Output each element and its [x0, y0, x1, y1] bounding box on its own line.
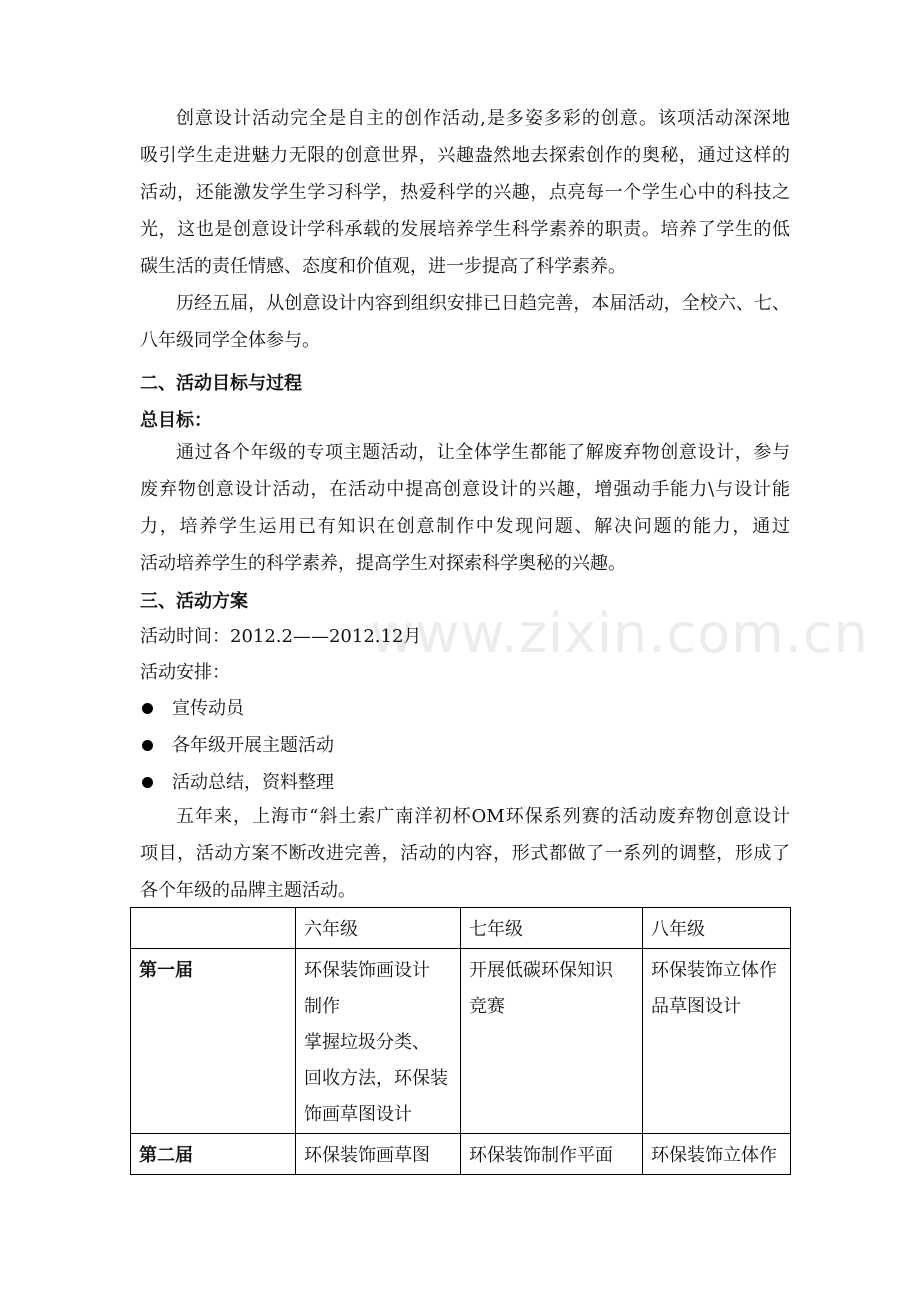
- activity-time: 活动时间：2012.2——2012.12月: [140, 626, 422, 647]
- table-cell: [296, 949, 461, 1134]
- bullet-icon: [142, 703, 153, 714]
- grade-activity-table: [130, 907, 791, 1175]
- list-item-label: 活动总结，资料整理: [172, 772, 334, 793]
- intro-paragraph: [140, 100, 790, 285]
- arrangement-list: [140, 690, 334, 801]
- paragraph-line: 废弃物创意设计活动，在活动中提高创意设计的兴趣，增强动手能力\与设计能: [140, 479, 790, 500]
- paragraph-line: 历经五届，从创意设计内容到组织安排已日趋完善，本届活动，全校六、七、: [176, 293, 790, 314]
- paragraph-line: 创意设计活动完全是自主的创作活动,是多姿多彩的创意。该项活动深深地: [176, 108, 790, 129]
- cell-text: 环保装饰画设计: [304, 960, 430, 981]
- bullet-icon: [142, 777, 153, 788]
- paragraph-line: 活动培养学生的科学素养，提高学生对探索科学奥秘的兴趣。: [140, 553, 626, 574]
- goal-heading: 总目标：: [140, 410, 212, 431]
- list-item-label: 宣传动员: [172, 698, 244, 719]
- activity-arrangement-label: 活动安排：: [140, 662, 230, 683]
- row-label: 第二届: [131, 1134, 296, 1175]
- paragraph-line: 五年来，上海市“斜土索广南洋初杯OM环保系列赛的活动废弃物创意设计: [176, 806, 790, 827]
- row-label: 第一届: [131, 949, 296, 1134]
- cell-text: 竞赛: [469, 996, 505, 1017]
- list-item-label: 各年级开展主题活动: [172, 735, 334, 756]
- cell-text: 环保装饰立体作: [651, 1145, 777, 1166]
- summary-paragraph: [140, 798, 790, 909]
- cell-text: 回收方法，环保装: [304, 1068, 448, 1089]
- table-cell: [643, 1134, 791, 1175]
- section-heading-plan: 三、活动方案: [140, 591, 248, 612]
- paragraph-line: 各个年级的品牌主题活动。: [140, 880, 356, 901]
- paragraph-line: 吸引学生走进魅力无限的创意世界，兴趣盎然地去探索创作的奥秘，通过这样的: [140, 145, 790, 166]
- paragraph-line: 项目，活动方案不断改进完善，活动的内容，形式都做了一系列的调整，形成了: [140, 843, 790, 864]
- goal-paragraph: [140, 434, 790, 582]
- table-cell: [296, 1134, 461, 1175]
- history-paragraph: [140, 285, 790, 359]
- cell-text: 掌握垃圾分类、: [304, 1032, 430, 1053]
- table-header-cell: [131, 908, 296, 949]
- watermark: www.zixin.com.cn: [370, 602, 869, 665]
- cell-text: 环保装饰制作平面: [469, 1145, 613, 1166]
- cell-text: 开展低碳环保知识: [469, 960, 613, 981]
- cell-text: 制作: [304, 996, 340, 1017]
- table-row: [131, 1134, 791, 1175]
- cell-text: 环保装饰画草图: [304, 1145, 430, 1166]
- table-header-cell: 八年级: [643, 908, 791, 949]
- paragraph-line: 光，这也是创意设计学科承载的发展培养学生科学素养的职责。培养了学生的低: [140, 219, 790, 240]
- cell-text: 品草图设计: [651, 996, 741, 1017]
- table-header-cell: 六年级: [296, 908, 461, 949]
- cell-text: 饰画草图设计: [304, 1104, 412, 1125]
- table-cell: [643, 949, 791, 1134]
- list-item: [140, 727, 334, 764]
- table-header-row: [131, 908, 791, 949]
- section-heading-goals: 二、活动目标与过程: [140, 373, 302, 394]
- list-item: [140, 764, 334, 801]
- table-header-cell: 七年级: [461, 908, 643, 949]
- paragraph-line: 通过各个年级的专项主题活动，让全体学生都能了解废弃物创意设计，参与: [176, 442, 790, 463]
- paragraph-line: 碳生活的责任情感、态度和价值观，进一步提高了科学素养。: [140, 256, 626, 277]
- table-cell: [461, 949, 643, 1134]
- paragraph-line: 八年级同学全体参与。: [140, 330, 320, 351]
- bullet-icon: [142, 740, 153, 751]
- table-row: [131, 949, 791, 1134]
- table-cell: [461, 1134, 643, 1175]
- paragraph-line: 力，培养学生运用已有知识在创意制作中发现问题、解决问题的能力，通过: [140, 516, 790, 537]
- list-item: [140, 690, 334, 727]
- paragraph-line: 活动，还能激发学生学习科学，热爱科学的兴趣，点亮每一个学生心中的科技之: [140, 182, 790, 203]
- cell-text: 环保装饰立体作: [651, 960, 777, 981]
